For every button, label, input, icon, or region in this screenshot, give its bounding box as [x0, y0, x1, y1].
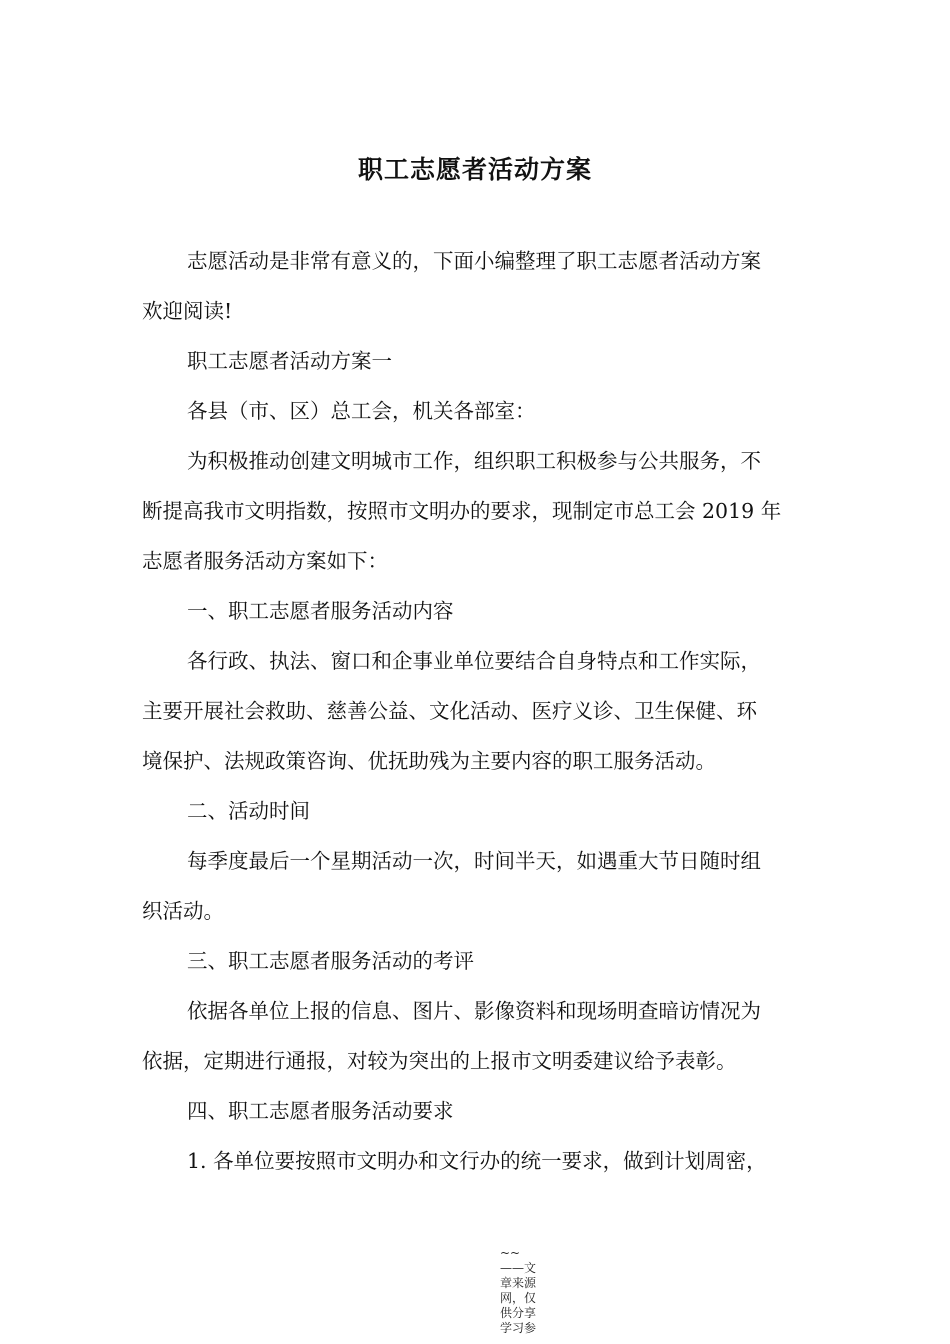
- document-body: [142, 236, 822, 1186]
- body-text-line: 主要开展社会救助、慈善公益、文化活动、医疗义诊、卫生保健、环: [142, 699, 757, 723]
- body-text-line: 二、活动时间: [187, 799, 310, 823]
- body-text-line: 各县（市、区）总工会，机关各部室：: [187, 399, 536, 423]
- page-title: 职工志愿者活动方案: [357, 155, 592, 184]
- footer-mark: ~~: [500, 1246, 521, 1260]
- body-text-line: 职工志愿者活动方案一: [187, 349, 392, 373]
- body-text-line: 每季度最后一个星期活动一次，时间半天，如遇重大节日随时组: [187, 849, 761, 873]
- body-text-line: 为积极推动创建文明城市工作，组织职工积极参与公共服务，不: [187, 449, 761, 473]
- body-text-line: 依据各单位上报的信息、图片、影像资料和现场明查暗访情况为: [187, 999, 761, 1023]
- body-text-line: 境保护、法规政策咨询、优抚助残为主要内容的职工服务活动。: [142, 749, 716, 773]
- body-text-line: 欢迎阅读!: [142, 299, 233, 323]
- body-text-line: 织活动。: [142, 899, 224, 923]
- body-text-line: 依据，定期进行通报，对较为突出的上报市文明委建议给予表彰。: [142, 1049, 737, 1073]
- body-text-line: 志愿活动是非常有意义的，下面小编整理了职工志愿者活动方案: [187, 249, 761, 273]
- body-text-line: 志愿者服务活动方案如下：: [142, 549, 388, 573]
- body-text-line: 一、职工志愿者服务活动内容: [187, 599, 454, 623]
- body-text-line: 四、职工志愿者服务活动要求: [187, 1099, 454, 1123]
- body-text-line: 各行政、执法、窗口和企事业单位要结合自身特点和工作实际，: [187, 649, 761, 673]
- page-footer: [500, 1246, 546, 1336]
- body-text-line: 1. 各单位要按照市文明办和文行办的统一要求，做到计划周密，: [187, 1149, 767, 1173]
- footer-source-note: ——文章来源网，仅供分享学习参: [500, 1261, 537, 1335]
- body-text-line: 三、职工志愿者服务活动的考评: [187, 949, 474, 973]
- body-text-line: 断提高我市文明指数，按照市文明办的要求，现制定市总工会 2019 年: [142, 499, 782, 523]
